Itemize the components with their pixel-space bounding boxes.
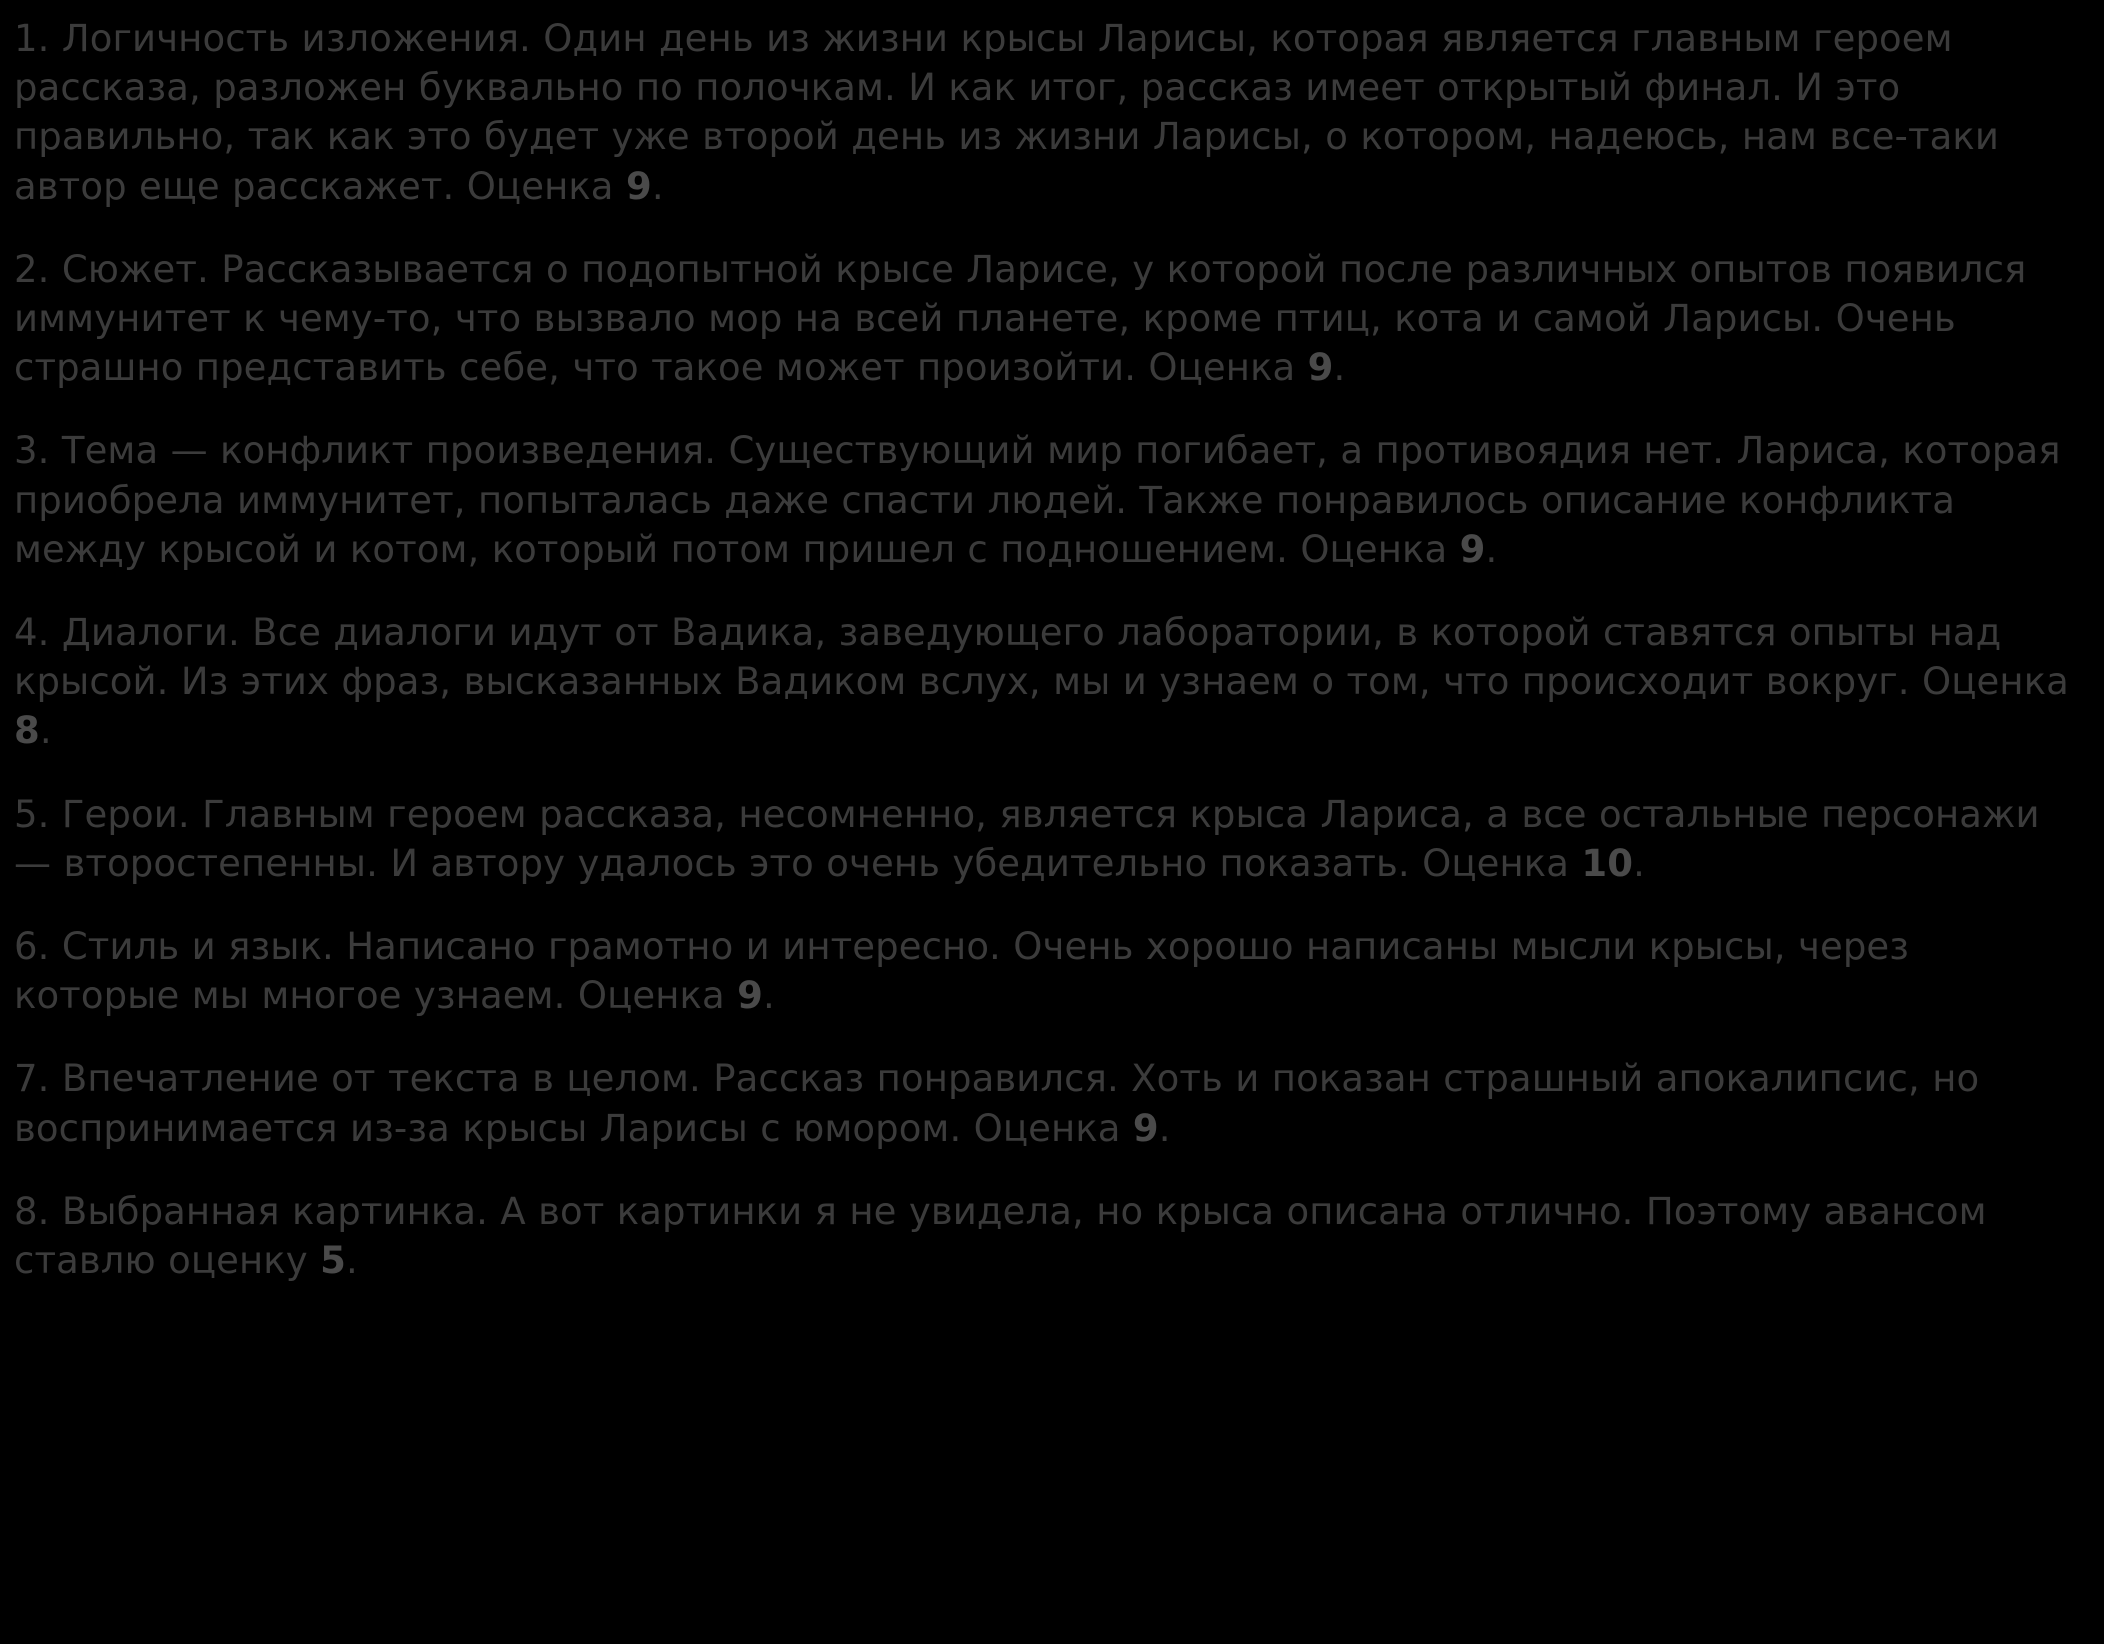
- period: .: [762, 974, 775, 1018]
- review-item-text: 8. Выбранная картинка. А вот картинки я не увидела, но крыса описана отлично. Поэтому авансом ставлю оценку: [14, 1189, 1987, 1283]
- period: .: [1333, 346, 1346, 390]
- review-item-style: [14, 922, 2082, 1020]
- score-value: 9: [1307, 346, 1334, 390]
- review-item-text: 3. Тема — конфликт произведения. Существующий мир погибает, а противоядия нет. Лариса, которая приобрела иммунитет, попыталась даже спасти людей. Также понравилось описание конфликта между крысой и котом, который потом пришел с подношением. Оценка: [14, 429, 2061, 571]
- review-item-theme: [14, 426, 2082, 574]
- score-value: 8: [14, 709, 40, 753]
- review-item-logic: [14, 14, 2082, 211]
- review-item-text: 4. Диалоги. Все диалоги идут от Вадика, заведующего лаборатории, в которой ставятся опыты над крысой. Из этих фраз, высказанных Вадиком вслух, мы и узнаем о том, что происходит вокруг. Оценка: [14, 611, 2069, 704]
- score-value: 5: [320, 1239, 346, 1283]
- review-item-characters: [14, 790, 2082, 888]
- score-value: 10: [1581, 841, 1634, 885]
- review-item-impression: [14, 1054, 2082, 1152]
- review-item-text: 7. Впечатление от текста в целом. Рассказ понравился. Хоть и показан страшный апокалипсис, но воспринимается из-за крысы Ларисы с юмором. Оценка: [14, 1057, 1980, 1150]
- review-item-text: 2. Сюжет. Рассказывается о подопытной крысе Ларисе, у которой после различных опытов появился иммунитет к чему-то, что вызвало мор на всей планете, кроме птиц, кота и самой Ларисы. Очень страшно представить себе, что такое может произойти. Оценка: [14, 247, 2027, 390]
- score-value: 9: [625, 164, 652, 208]
- review-item-picture: [14, 1187, 2082, 1285]
- period: .: [39, 709, 52, 753]
- review-item-text: 5. Герои. Главным героем рассказа, несомненно, является крыса Лариса, а все остальные персонажи — второстепенны. И автору удалось это очень убедительно показать. Оценка: [14, 792, 2040, 885]
- review-item-dialogues: [14, 608, 2082, 756]
- review-item-text: 1. Логичность изложения. Один день из жизни крысы Ларисы, которая является главным героем рассказа, разложен буквально по полочкам. И как итог, рассказ имеет открытый финал. И это правильно, так как это будет уже второй день из жизни Ларисы, о котором, надеюсь, нам все-таки автор еще расскажет. Оценка: [14, 17, 2000, 208]
- review-criteria-list: [14, 14, 2082, 1285]
- period: .: [651, 164, 664, 208]
- period: .: [345, 1239, 358, 1283]
- score-value: 9: [1132, 1106, 1159, 1150]
- review-item-text: 6. Стиль и язык. Написано грамотно и интересно. Очень хорошо написаны мысли крысы, через которые мы многое узнаем. Оценка: [14, 925, 1910, 1018]
- period: .: [1158, 1106, 1171, 1150]
- score-value: 9: [737, 974, 763, 1018]
- period: .: [1485, 527, 1498, 571]
- period: .: [1633, 841, 1645, 885]
- review-item-plot: [14, 245, 2082, 393]
- score-value: 9: [1459, 527, 1486, 571]
